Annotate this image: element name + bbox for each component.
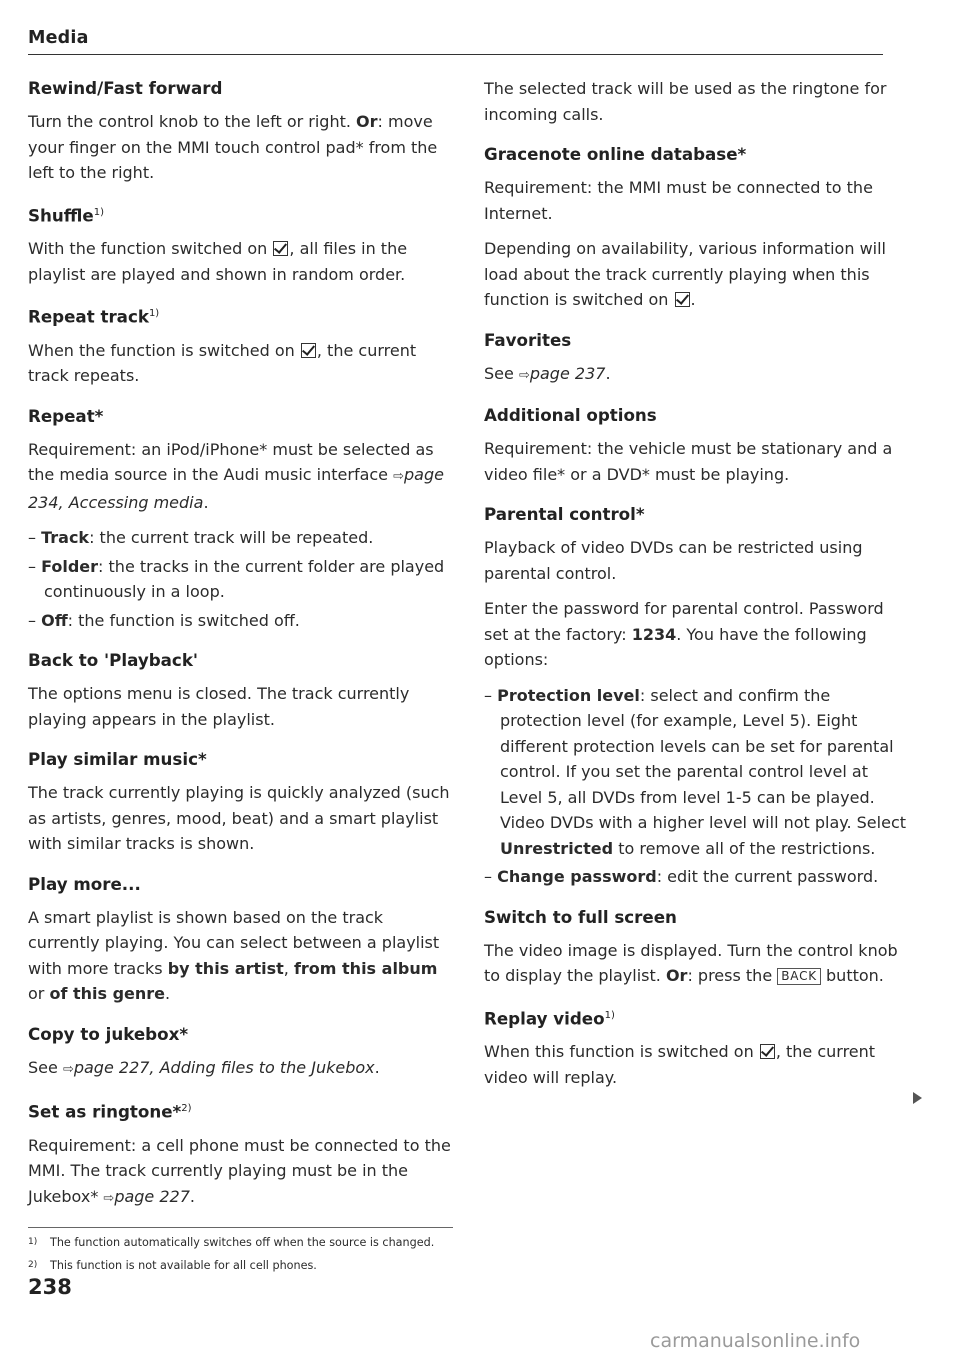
- footnote-divider: [28, 1227, 453, 1228]
- checked-checkbox-icon: [675, 292, 690, 307]
- arrow-right-icon: ⇨: [393, 469, 405, 485]
- heading-set-as-ringtone: Set as ringtone*$^{2)}$: [28, 1101, 192, 1122]
- paragraph-jukebox: See ⇨page 227, Adding files to the Jukebox.: [28, 1057, 380, 1077]
- heading-copy-to-jukebox: Copy to jukebox*: [28, 1023, 189, 1044]
- page-reference-link[interactable]: ⇨page 227: [103, 1186, 190, 1206]
- heading-additional-options: Additional options: [484, 405, 657, 425]
- list-item: – Off: the function is switched off.: [28, 610, 300, 630]
- left-column: [28, 76, 453, 1274]
- paragraph-replay: When this function is switched on , the current video will replay.: [484, 1042, 876, 1087]
- back-key-label: BACK: [777, 968, 821, 985]
- footnote: 1) The function automatically switches off when the source is changed.: [28, 1236, 435, 1250]
- paragraph-parental-intro: Playback of video DVDs can be restricted using parental control.: [484, 538, 863, 583]
- paragraph-additional: Requirement: the vehicle must be stationary and a video file* or a DVD* must be playing.: [484, 439, 893, 484]
- list-item: – Folder: the tracks in the current folder are played continuously in a loop.: [28, 556, 445, 602]
- arrow-right-icon: ⇨: [518, 367, 530, 383]
- heading-play-more: Play more...: [28, 873, 141, 894]
- paragraph-similar: The track currently playing is quickly analyzed (such as artists, genres, mood, beat) and a smart playlist with similar tracks is shown.: [28, 783, 450, 854]
- footnote-ref: 1): [148, 308, 160, 320]
- heading-repeat-track: Repeat track$^{1)}$: [28, 306, 160, 327]
- paragraph-ringtone-continued: The selected track will be used as the ringtone for incoming calls.: [484, 79, 887, 124]
- paragraph-play-more: A smart playlist is shown based on the track currently playing. You can select between a playlist with more tracks by this artist, from this album or of this genre.: [28, 907, 440, 1004]
- parental-options-list: [484, 683, 909, 890]
- footnote-ref: 2): [181, 1103, 192, 1115]
- heading-gracenote: Gracenote online database*: [484, 144, 747, 164]
- heading-parental-control: Parental control*: [484, 504, 645, 524]
- footnote: 2) This function is not available for all cell phones.: [28, 1259, 317, 1273]
- heading-favorites: Favorites: [484, 329, 572, 350]
- paragraph-gracenote-info: Depending on availability, various information will load about the track currently playing when this function is switched on .: [484, 239, 886, 309]
- paragraph-ringtone: Requirement: a cell phone must be connected to the MMI. The track currently playing must be in the Jukebox* ⇨page 227.: [28, 1135, 451, 1206]
- paragraph-full-screen: The video image is displayed. Turn the control knob to display the playlist. Or: press the BACK button.: [484, 940, 898, 985]
- checked-checkbox-icon: [760, 1044, 775, 1059]
- continue-arrow-icon: [913, 1092, 922, 1104]
- arrow-right-icon: ⇨: [103, 1190, 115, 1206]
- watermark: carmanualsonline.info: [650, 1330, 861, 1352]
- list-item: – Protection level: select and confirm the protection level (for example, Level 5). Eight different protection levels can be set for parental control. If you set the parental control level at Level 5, all DVDs from level 1-5 can be played. Video DVDs with a higher level will not play. Select Unrestricted to remove all of the restrictions.: [484, 685, 907, 858]
- heading-full-screen: Switch to full screen: [484, 906, 677, 927]
- footnote-ref: 1): [604, 1009, 615, 1021]
- paragraph-shuffle: With the function switched on , all files in the playlist are played and shown in random order.: [28, 239, 408, 284]
- page-number: 238: [28, 1275, 72, 1299]
- paragraph-gracenote-requirement: Requirement: the MMI must be connected to the Internet.: [484, 178, 873, 223]
- page-header: [28, 28, 883, 55]
- heading-rewind: Rewind/Fast forward: [28, 78, 223, 98]
- paragraph-repeat-track: When the function is switched on , the current track repeats.: [28, 340, 417, 386]
- list-item: – Track: the current track will be repeated.: [28, 528, 374, 548]
- heading-back-to-playback: Back to 'Playback': [28, 650, 199, 671]
- page-reference-link[interactable]: ⇨page 227, Adding files to the Jukebox: [62, 1057, 375, 1077]
- checked-checkbox-icon: [273, 241, 288, 256]
- paragraph-rewind: Turn the control knob to the left or right. Or: move your finger on the MMI touch control pad* from the left to the right.: [28, 112, 438, 182]
- paragraph-back: The options menu is closed. The track currently playing appears in the playlist.: [28, 684, 410, 729]
- repeat-options-list: [28, 525, 453, 633]
- right-column: [484, 76, 909, 1100]
- checked-checkbox-icon: [301, 343, 316, 358]
- heading-replay-video: Replay video$^{1)}$: [484, 1008, 615, 1029]
- heading-repeat: Repeat*: [28, 405, 104, 426]
- arrow-right-icon: ⇨: [62, 1061, 74, 1077]
- page-reference-link[interactable]: ⇨page 234, Accessing media: [28, 465, 444, 512]
- heading-shuffle: Shuffle$^{1)}$: [28, 205, 104, 226]
- list-item: – Change password: edit the current password.: [484, 867, 879, 886]
- paragraph-favorites: See ⇨page 237.: [484, 363, 611, 383]
- heading-play-similar: Play similar music*: [28, 749, 207, 770]
- paragraph-parental-password: Enter the password for parental control. Password set at the factory: 1234. You have the following options:: [484, 599, 884, 669]
- footnote-ref: 1): [93, 206, 104, 218]
- page-reference-link[interactable]: ⇨page 237: [518, 363, 606, 383]
- section-title: Media: [28, 28, 89, 48]
- paragraph-repeat: Requirement: an iPod/iPhone* must be selected as the media source in the Audi music interface ⇨page 234, Accessing media.: [28, 439, 444, 512]
